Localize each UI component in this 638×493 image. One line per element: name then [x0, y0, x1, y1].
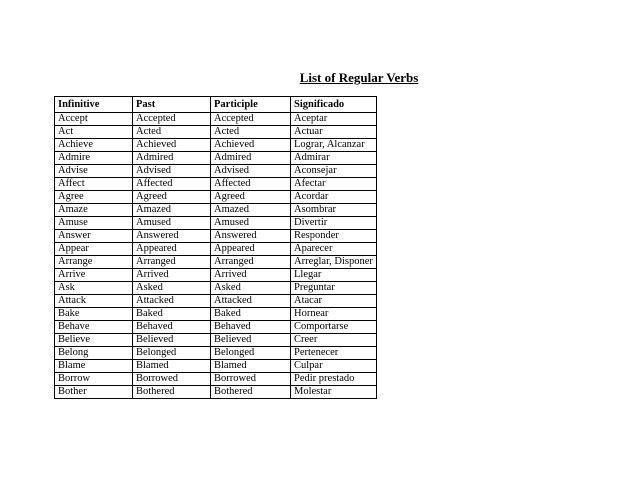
cell-past: Amused	[133, 217, 211, 230]
column-header-infinitive: Infinitive	[55, 97, 133, 113]
cell-significado: Acordar	[291, 191, 377, 204]
cell-participle: Advised	[211, 165, 291, 178]
cell-past: Asked	[133, 282, 211, 295]
cell-past: Affected	[133, 178, 211, 191]
cell-infinitive: Affect	[55, 178, 133, 191]
cell-past: Baked	[133, 308, 211, 321]
cell-participle: Bothered	[211, 386, 291, 399]
table-row	[55, 386, 377, 399]
table-row	[55, 360, 377, 373]
cell-participle: Believed	[211, 334, 291, 347]
table-row	[55, 308, 377, 321]
cell-infinitive: Act	[55, 126, 133, 139]
cell-participle: Agreed	[211, 191, 291, 204]
cell-infinitive: Attack	[55, 295, 133, 308]
cell-infinitive: Borrow	[55, 373, 133, 386]
cell-infinitive: Achieve	[55, 139, 133, 152]
cell-significado: Creer	[291, 334, 377, 347]
cell-infinitive: Arrive	[55, 269, 133, 282]
cell-infinitive: Believe	[55, 334, 133, 347]
cell-significado: Llegar	[291, 269, 377, 282]
cell-participle: Appeared	[211, 243, 291, 256]
cell-participle: Accepted	[211, 113, 291, 126]
cell-significado: Arreglar, Disponer	[291, 256, 377, 269]
table-row	[55, 204, 377, 217]
table-row	[55, 347, 377, 360]
cell-participle: Achieved	[211, 139, 291, 152]
table-row	[55, 321, 377, 334]
table-row	[55, 282, 377, 295]
cell-infinitive: Advise	[55, 165, 133, 178]
table-row	[55, 139, 377, 152]
cell-significado: Aconsejar	[291, 165, 377, 178]
cell-infinitive: Agree	[55, 191, 133, 204]
cell-significado: Pertenecer	[291, 347, 377, 360]
cell-significado: Asombrar	[291, 204, 377, 217]
cell-significado: Preguntar	[291, 282, 377, 295]
cell-significado: Lograr, Alcanzar	[291, 139, 377, 152]
cell-participle: Admired	[211, 152, 291, 165]
table-row	[55, 269, 377, 282]
cell-infinitive: Bother	[55, 386, 133, 399]
cell-past: Borrowed	[133, 373, 211, 386]
cell-significado: Afectar	[291, 178, 377, 191]
cell-infinitive: Admire	[55, 152, 133, 165]
cell-significado: Divertir	[291, 217, 377, 230]
cell-infinitive: Bake	[55, 308, 133, 321]
cell-past: Agreed	[133, 191, 211, 204]
table-row	[55, 217, 377, 230]
cell-past: Believed	[133, 334, 211, 347]
cell-infinitive: Amaze	[55, 204, 133, 217]
cell-infinitive: Belong	[55, 347, 133, 360]
cell-significado: Atacar	[291, 295, 377, 308]
column-header-participle: Participle	[211, 97, 291, 113]
cell-past: Behaved	[133, 321, 211, 334]
cell-past: Advised	[133, 165, 211, 178]
table-row	[55, 256, 377, 269]
table-row	[55, 334, 377, 347]
table-row	[55, 178, 377, 191]
cell-past: Appeared	[133, 243, 211, 256]
table-row	[55, 126, 377, 139]
cell-past: Arrived	[133, 269, 211, 282]
cell-infinitive: Behave	[55, 321, 133, 334]
cell-participle: Borrowed	[211, 373, 291, 386]
cell-significado: Molestar	[291, 386, 377, 399]
cell-past: Attacked	[133, 295, 211, 308]
page-title	[0, 70, 638, 86]
cell-infinitive: Accept	[55, 113, 133, 126]
table-row	[55, 165, 377, 178]
cell-significado: Hornear	[291, 308, 377, 321]
cell-past: Acted	[133, 126, 211, 139]
cell-past: Blamed	[133, 360, 211, 373]
cell-participle: Answered	[211, 230, 291, 243]
cell-past: Bothered	[133, 386, 211, 399]
table-header-row	[55, 97, 377, 113]
cell-past: Answered	[133, 230, 211, 243]
cell-significado: Culpar	[291, 360, 377, 373]
cell-participle: Amused	[211, 217, 291, 230]
cell-significado: Aceptar	[291, 113, 377, 126]
cell-significado: Actuar	[291, 126, 377, 139]
cell-participle: Arrived	[211, 269, 291, 282]
cell-past: Achieved	[133, 139, 211, 152]
table-body	[55, 113, 377, 399]
cell-participle: Arranged	[211, 256, 291, 269]
cell-infinitive: Blame	[55, 360, 133, 373]
cell-participle: Attacked	[211, 295, 291, 308]
cell-significado: Pedir prestado	[291, 373, 377, 386]
cell-participle: Belonged	[211, 347, 291, 360]
cell-past: Belonged	[133, 347, 211, 360]
cell-infinitive: Amuse	[55, 217, 133, 230]
cell-significado: Responder	[291, 230, 377, 243]
table-row	[55, 191, 377, 204]
table-row	[55, 295, 377, 308]
table-row	[55, 243, 377, 256]
cell-past: Arranged	[133, 256, 211, 269]
cell-infinitive: Arrange	[55, 256, 133, 269]
cell-participle: Asked	[211, 282, 291, 295]
cell-participle: Affected	[211, 178, 291, 191]
cell-past: Accepted	[133, 113, 211, 126]
cell-participle: Blamed	[211, 360, 291, 373]
table-row	[55, 113, 377, 126]
cell-past: Amazed	[133, 204, 211, 217]
table-row	[55, 373, 377, 386]
cell-significado: Admirar	[291, 152, 377, 165]
cell-significado: Aparecer	[291, 243, 377, 256]
cell-infinitive: Appear	[55, 243, 133, 256]
cell-participle: Amazed	[211, 204, 291, 217]
column-header-past: Past	[133, 97, 211, 113]
regular-verbs-table	[54, 96, 377, 399]
cell-participle: Baked	[211, 308, 291, 321]
table-row	[55, 152, 377, 165]
page-title-text: List of Regular Verbs	[299, 70, 419, 85]
cell-past: Admired	[133, 152, 211, 165]
table-row	[55, 230, 377, 243]
cell-infinitive: Ask	[55, 282, 133, 295]
cell-participle: Acted	[211, 126, 291, 139]
cell-infinitive: Answer	[55, 230, 133, 243]
column-header-significado: Significado	[291, 97, 377, 113]
cell-participle: Behaved	[211, 321, 291, 334]
cell-significado: Comportarse	[291, 321, 377, 334]
